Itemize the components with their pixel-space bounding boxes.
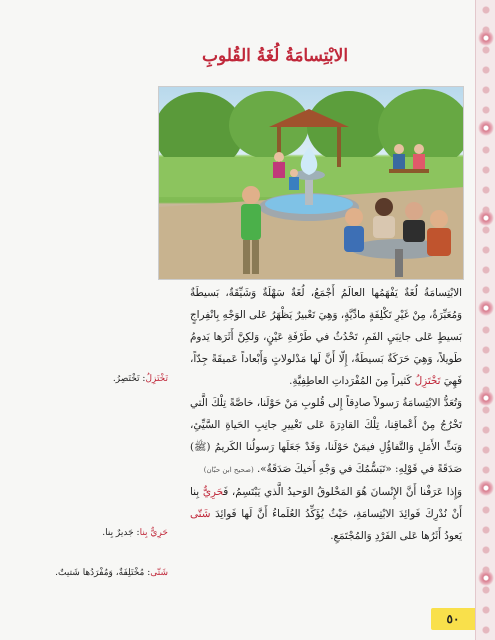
page-number: ٥٠ [431,608,475,630]
flower-icon [478,390,494,406]
glossary-definition: : مُخْتَلِفَةٌ، وَمُفْرَدُها شَتيتٌ. [55,568,151,578]
flower-icon [478,120,494,136]
decorative-ribbon [475,0,495,640]
glossary-definition: : تَخْتَصِرُ. [112,374,146,384]
paragraph-2 [190,392,462,481]
paragraph-3-part-a: وَإِذا عَرَفْنا أَنَّ الإِنْسانَ هُوَ المَخْلوقُ الوَحيدُ الَّذي يَبْتَسِمُ، فَ [223,486,462,498]
glossary-term: تَخْتَزِلُ [145,374,168,384]
flower-icon [478,30,494,46]
glossary-entry [18,374,168,384]
flower-icon [478,210,494,226]
highlight-word: تَخْتَزِلُ [414,375,441,387]
park-illustration [158,86,464,280]
lesson-body [190,282,462,547]
paragraph-3 [190,481,462,547]
paragraph-1-text: الابْتِسامَةُ لُغَةٌ يَفْهَمُها العالَمُ أَجْمَعُ، لُغَةٌ سَهْلَةٌ وَشَيِّقَةٌ، بَسيطَةٌ وَمُعَبِّرَةٌ، مِنْ غَيْرِ تَكْلِفَةٍ مادِّيَّةٍ، وَهِيَ تَعْبيرٌ يَظْهَرُ عَلى الوَجْهِ بِانْفِراجٍ بَسيطٍ عَلى جانِبَيِ الفَمِ، تَحْدُثُ في طَرْفَةِ عَيْنٍ، وَلكِنَّ أَثَرَها يَدومُ طَويلاً، وَهِيَ حَرَكَةٌ بَسيطَةٌ، إِلّا أَنَّ لَها مَدْلولاتٍ وَأَبْعاداً عَميقَةً جِدّاً، فَهِيَ [190,287,462,387]
paragraph-1-end: كَثيراً مِنَ المُفْرَداتِ العاطِفِيَّةِ. [289,375,412,387]
highlight-word: حَرِيٌّ [202,486,224,498]
flower-icon [478,480,494,496]
highlight-word: شَتّى [190,508,211,520]
paragraph-1 [190,282,462,392]
paragraph-2-text: وَتُعَدُّ الابْتِسامَةُ رَسولاً صادِقاً إِلى قُلوبِ مَنْ حَوْلَنا، خاصَّةً تِلْكَ الَّتي تَخْرُجُ مِنْ أَعْماقِنا، تِلْكَ القادِرَةَ عَلى تَغْييرِ جانِبِ الحَياةِ السَّيِّئِ، وَبَثِّ الأَمَلِ وَالتَّفاؤُلِ فيمَنْ حَوْلَنا، وَقَدْ جَعَلَها رَسولُنا الكَريمُ (ﷺ) صَدَقَةً في قَوْلِهِ: «تَبَسُّمُكَ في وَجْهِ أَخيكَ صَدَقَةٌ». [190,397,462,475]
glossary-term: حَرِيٌّ بِنا [139,528,168,538]
paragraph-3-part-b: بِنا أَنْ نُدْرِكَ فَوائِدَ الابْتِسامَةِ، حَيْثُ يُؤَكِّدُ العُلَماءُ أَنَّ لَها فَوائِدَ [190,486,462,520]
hadith-citation: (صحيح ابن حبّان) [203,466,254,474]
paragraph-3-part-c: يَعودُ أَثَرُها عَلى الفَرْدِ وَالمُجْتَمَعِ. [330,530,462,542]
glossary-entry [18,568,168,578]
flower-icon [478,570,494,586]
glossary-entry [18,528,168,538]
glossary-definition: : جَديرٌ بِنا. [102,528,140,538]
flower-icon [478,300,494,316]
lesson-title: الابْتِسامَةُ لُغَةُ القُلوبِ [201,46,349,66]
glossary-term: شَتّى [150,568,168,578]
